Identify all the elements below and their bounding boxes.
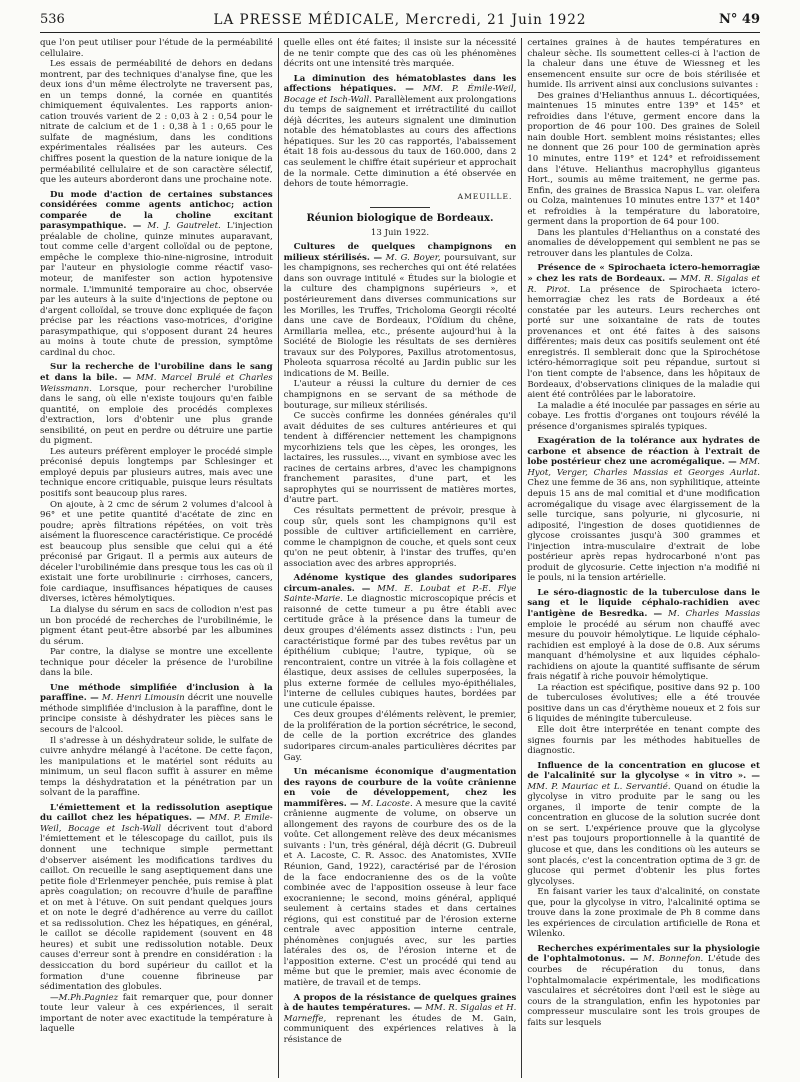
article-heading: Cultures de quelques champignons en milieux stérilisés. — M. G. Boyer, poursuivant, sur les champignons, ses recherches qui ont été relatées dans son ouvrage intitulé « Études sur la biologie et la culture des champignons supérieurs », et postérieurement dans diverses communications sur les Morilles, les Truffes, Tricholoma Georgii récolté dans une cave de Bordeaux, l'Oïdium du chêne, Armillaria mellea, etc., présente aujourd'hui à la Société de Biologie les résultats de ses dernières travaux sur des Polypores, Paxillus atrotomentosus, Pholeota squarrosa récolté au Jardin public sur les indications de M. Beille.	[283, 242, 517, 379]
paragraph: On ajoute, à 2 cmc de sérum 2 volumes d'alcool à 96° et une petite quantité d'acétate de zinc en poudre; après filtrations répétées, on voit très aisément la fluorescence caractéristique. Ce procédé est beaucoup plus sensible que celui qui a été préconisé par Grigaut. Il a permis aux auteurs de déceler l'urobilinémie dans presque tous les cas où il existait une forte urobilinurie : cirrhoses, cancers, foie cardiaque, insuffisances hépatiques de causes diverses, ictères hémolytiques.	[40, 499, 273, 605]
article-heading: Du mode d'action de certaines substances considérées comme agents antichoc; action comparée de la choline excitant parasympathique. — M. J. Gautrelet. L'injection préalable de choline, quinze minutes auparavant, tout comme celle d'argent colloïdal ou de peptone, empêche le complexe thio-nine-nigrosine, introduit par l'auteur en physiologie comme réactif vaso-moteur, de manifester son action hypotensive normale. L'immunité temporaire au choc, observée par les auteurs à la suite d'injections de peptone ou d'argent colloïdal, se trouve donc expliquée de façon précise par les réactions vaso-motrices, d'origine parasympathique, qui s'opposent durant 24 heures au moins à toute chute de pression, symptôme cardinal du choc.	[40, 189, 273, 358]
section-date: 13 Juin 1922.	[370, 227, 430, 238]
article-heading: La diminution des hématoblastes dans les affections hépatiques. — MM. P. Émile-Weil, Bocage et Isch-Wall. Parallèlement aux prolongations du temps de saignement et irrétractilité du caillot déjà décrites, les auteurs signalent une diminution notable des hématoblastes au cours des affections hépatiques. Sur les 20 cas rapportés, l'abaissement était 18 fois au-dessous du taux de 160.000, dans 2 cas seulement le chiffre était supérieur et approchait de la normale. Cette diminution a été observée en dehors de toute hémorragie.	[283, 73, 517, 190]
article-heading: Une méthode simplifiée d'inclusion à la paraffine. — M. Henri Limousin décrit une nouvelle méthode simplifiée d'inclusion à la paraffine, dont le principe consiste à déshydrater les pièces sans le secours de l'alcool.	[40, 682, 273, 735]
article-heading: L'émiettement et la redissolution aseptique du caillot chez les hépatiques. — MM. P. Emile-Weil, Bocage et Isch-Wall décrivent tout d'abord l'émiettement et le télescopage du caillot, puis ils donnent une technique simple permettant d'observer aisément les modifications tardives du caillot. On recueille le sang aseptiquement dans une petite fiole d'Erlenmeyer penchée, puis remise à plat après coagulation; on recouvre d'huile de paraffine et on met à l'étuve. On suit pendant quelques jours et on note le degré d'adhérence au verre du caillot et sa redissolution. Chez les hépatiques, en général, le caillot se décolle rapidement (souvent en 48 heures) et subit une redissolution notable. Deux causes d'erreur sont à prendre en considération : la dessiccation du bord supérieur du caillot et la formation d'une couenne fibrineuse par sédimentation des globules.	[40, 802, 273, 993]
paragraph: Les essais de perméabilité de dehors en dedans montrent, par des techniques d'analyse fine, que les deux ions d'un même électrolyte ne traversent pas, en un temps donné, la cornée en quantités chimiquement équivalentes. Les rapports anion-cation trouvés varient de 2 : 0,03 à 2 : 0,54 pour le nitrate de calcium et de 1 : 0,38 à 1 : 0,65 pour le sulfate de magnésium, dans les conditions expérimentales réalisées par les auteurs. Ces chiffres posent la question de la nature ionique de la perméabilité cellulaire et de son caractère sélectif, que les auteurs aborderont dans une prochaine note.	[40, 59, 273, 186]
paragraph: Par contre, la dialyse se montre une excellente technique pour déceler la présence de l'urobiline dans la bile.	[40, 647, 273, 679]
article-heading: A propos de la résistance de quelques graines à de hautes températures. — MM. R. Sigalas et H. Marneffe, reprenant les études de M. Gain, communiquent des expériences relatives à la résistance de	[283, 992, 517, 1045]
paragraph: L'auteur a réussi la culture du dernier de ces champignons en se servant de sa méthode de bouturage, sur milieux stérilisés.	[283, 379, 517, 411]
column-2	[284, 38, 517, 1078]
article-heading: Un mécanisme économique d'augmentation des rayons de courbure de la voûte crânienne en voie de développement, chez les mammifères. — M. Lacoste. A mesure que la cavité crânienne augmente de volume, on observe un allongement des rayons de courbure des os de la voûte. Cet allongement relève des deux mécanismes suivants : l'un, très général, déjà décrit (G. Dubreuil et A. Lacoste, C. R. Assoc. des Anatomistes, XVIIe Réunion, Gand, 1922), caractérisé par de l'érosion de la face endocranienne des os de la voûte combinée avec de l'apposition osseuse à leur face exocranienne; le second, moins général, appliqué seulement à certains stades et dans certaines régions, qui est constitué par de l'érosion externe centrale avec apposition interne centrale, phénomènes conjugués avec, sur les parties latérales des os, de l'érosion interne et de l'apposition externe. C'est un procédé qui tend au même but que le premier, mais avec économie de matière, de travail et de temps.	[283, 767, 517, 989]
paragraph: Ces deux groupes d'éléments relèvent, le premier, de la prolifération de la portion sécrétrice, le second, de celle de la portion excrétrice des glandes sudoripares circum-anales particulières décrites par Gay.	[283, 710, 517, 763]
article-heading: Le séro-diagnostic de la tuberculose dans le sang et le liquide céphalo-rachidien avec l'antigène de Besredka. — M. Charles Massias emploie le procédé au sérum non chauffé avec mesure du pouvoir hémolytique. Le liquide céphalo-rachidien est employé à la dose de 0.8. Aux sérums manquant d'hémolysine et aux liquides céphalo-rachidiens on ajoute la quantité suffisante de sérum frais négatif à riche pouvoir hémolytique.	[527, 587, 760, 683]
author-signature: AMEUILLE.	[457, 191, 513, 201]
paragraph: Elle doit être interprétée en tenant compte des signes fournis par les méthodes habituelles de diagnostic.	[527, 725, 760, 757]
section-title: Réunion biologique de Bordeaux.	[306, 213, 494, 225]
publication-title: LA PRESSE MÉDICALE, Mercredi, 21 Juin 1922	[213, 12, 587, 28]
paragraph: —M.Ph.Pagniez fait remarquer que, pour donner toute leur valeur à ces expériences, il serait important de noter avec exactitude la température à laquelle	[40, 992, 273, 1035]
paragraph: La réaction est spécifique, positive dans 92 p. 100 de tuberculoses évolutives; elle a été trouvée positive dans un cas d'érythème noueux et 2 fois sur 6 liquides de méningite tuberculeuse.	[527, 682, 760, 725]
paragraph: Dans les plantules d'Helianthus on a constaté des anomalies de développement qui semblent ne pas se retrouver dans les plantules de Colza.	[527, 227, 760, 259]
paragraph: La maladie a été inoculée par passages en série au cobaye. Les frottis d'organes ont toujours révélé la présence d'organismes spiralés typiques.	[527, 400, 760, 432]
paragraph: Des graines d'Helianthus annuus L. décortiquées, maintenues 15 minutes entre 139° et 145° et refroidies dans l'étuve, germent encore dans la proportion de 46 pour 100. Des graines de Soleil nain double Hort. semblent moins résistantes; elles ne donnent que 26 pour 100 de germination après 10 minutes, entre 119° et 124° et refroidissement dans l'étuve. Helianthus macrophyllus giganteus Hort., soumis au même traitement, ne germe pas. Enfin, des graines de Brassica Napus L. var. oleifera ou Colza, maintenues 10 minutes entre 137° et 140° et refroidies à la température du laboratoire, germent dans la proportion de 64 pour 100.	[527, 90, 760, 228]
article-heading: Adénome kystique des glandes sudoripares circum-anales. — MM. E. Loubat et P.-E. Flye Sainte-Marie. Le diagnostic microscopique précis et raisonné de cette tumeur a pu être établi avec certitude grâce à la présence dans la tumeur de deux groupes d'éléments assez distincts : l'un, peu caractéristique formé par des tubes revêtus par un épithélium cubique; l'autre, typique, où se rencontraient, contre un vitrée à la fois collagène et élastique, deux assises de cellules superposées, la plus externe formée de cellules myo-épithéliales, l'interne de cellules cubiques hautes, bordées par une cuticule épaisse.	[283, 573, 517, 710]
paragraph: En faisant varier les taux d'alcalinité, on constate que, pour la glycolyse in vitro, l'alcalinité optima se trouve dans la zone proximale de Ph 8 comme dans les expériences de circulation artificielle de Rona et Wilenko.	[527, 887, 760, 940]
paragraph: certaines graines à de hautes températures en chaleur sèche. Ils soumettent celles-ci à l'action de la chaleur dans une étuve de Wiessneg et les ensemencent ensuite sur ocre de bois stérilisée et humide. Ils arrivent ainsi aux conclusions suivantes :	[527, 38, 760, 91]
column-3	[527, 38, 760, 1078]
article-heading: Présence de « Spirochaeta ictero-hemorragiæ » chez les rats de Bordeaux. — MM. R. Sigalas et R. Pirot. La présence de Spirochaeta ictero-hemorragiæ chez les rats de Bordeaux a été constatée par les auteurs. Leurs recherches ont porté sur une soixantaine de rats de toutes provenances et ont été faites à des saisons différentes; mais deux cas positifs seulement ont été enregistrés. Il semblerait donc que la Spirochétose ictéro-hémorragique soit peu répandue, surtout si l'on tient compte de l'absence, dans les hôpitaux de Bordeaux, d'observations cliniques de la maladie qui aient été contrôlées par le laboratoire.	[527, 263, 760, 401]
paragraph: La dialyse du sérum en sacs de collodion n'est pas un bon procédé de recherches de l'urobilinémie, le pigment étant peut-être absorbé par les albumines du sérum.	[40, 604, 273, 647]
page-number: 536	[40, 12, 65, 27]
paragraph: Ce succès confirme les données générales qu'il avait déduites de ses cultures antérieures et qui tendent à différencier nettement les champignons mycorhiziens tels que les cèpes, les oronges, les lactaires, les russules..., vivant en symbiose avec les racines de certains arbres, d'avec les champignons franchement parasites, d'une part, et les saprophytes qui se nourrissent de matières mortes, d'autre part.	[283, 411, 517, 506]
column-divider	[521, 38, 522, 1078]
column-divider	[278, 38, 279, 1078]
paragraph: quelle elles ont été faites; il insiste sur la nécessité de ne tenir compte que des cas où les phénomènes décrits ont une intensité très marquée.	[283, 38, 517, 70]
paragraph: Il s'adresse à un déshydrateur solide, le sulfate de cuivre anhydre mélangé à l'acétone. De cette façon, les manipulations et le matériel sont réduits au minimum, un seul flacon suffit à assurer en même temps la déshydratation et la pénétration par un solvant de la paraffine.	[40, 735, 273, 799]
issue-number: N° 49	[719, 12, 760, 27]
article-heading: Influence de la concentration en glucose et de l'alcalinité sur la glycolyse « in vitro ». — MM. P. Mauriac et L. Servantié. Quand on étudie la glycolyse in vitro produite par le sang ou les organes, il importe de tenir compte de la concentration en glucose de la solution sucrée dont on se sert. L'expérience prouve que la glycolyse n'est pas toujours proportionnelle à la quantité de glucose et que, dans les conditions où les auteurs se sont placés, c'est la concentration optima de 3 gr. de glucose qui permet d'obtenir les plus fortes glycolyses.	[527, 760, 760, 887]
column-1	[40, 38, 273, 1078]
article-heading: Exagération de la tolérance aux hydrates de carbone et absence de réaction à l'extrait de lobe postérieur chez une acromégalique. — MM. Hyot, Verger, Charles Massias et Georges Aurlat. Chez une femme de 36 ans, non syphilitique, atteinte depuis 15 ans de mal comitial et d'une modification acromégalique du visage avec élargissement de la selle turcique, sans polyurie, ni glycosurie, ni adiposité, l'ingestion de doses quotidiennes de glycose croissantes jusqu'à 300 grammes et l'injection intra-musculaire d'extrait de lobe postérieur après repas hydrocarboné n'ont pas produit de glycosurie. Cette injection n'a modifié ni le pouls, ni la tension artérielle.	[527, 436, 760, 584]
article-columns	[40, 38, 760, 1078]
article-heading: Recherches expérimentales sur la physiologie de l'ophtalmotonus. — M. Bonnefon. L'étude des courbes de récupération du tonus, dans l'ophtalmomalacie expérimentale, les modifications vasculaires et sécrétoires dont l'œil est le siège au cours de la strangulation, enfin les hypotonies par compresseur musculaire sont les trois groupes de faits sur lesquels	[527, 943, 760, 1028]
section-divider	[370, 207, 430, 208]
header-rule	[40, 32, 760, 33]
paragraph: que l'on peut utiliser pour l'étude de la perméabilité cellulaire.	[40, 38, 273, 59]
paragraph: Les auteurs préfèrent employer le procédé simple préconisé depuis longtemps par Schlesinger et employé depuis par plusieurs autres, mais avec une technique encore critiquable, puisque leurs résultats positifs sont beaucoup plus rares.	[40, 446, 273, 499]
article-heading: Sur la recherche de l'urobiline dans le sang et dans la bile. — MM. Marcel Brulé et Charles Weissmann. Lorsque, pour rechercher l'urobiline dans le sang, où elle n'existe toujours qu'en faible quantité, on emploie des procédés complexes d'extraction, lors d'obtenir une plus grande sensibilité, on peut en perdre ou détruire une partie du pigment.	[40, 362, 273, 447]
paragraph: Ces résultats permettent de prévoir, presque à coup sûr, quels sont les champignons qu'il est possible de cultiver artificiellement en carrière, comme le champignon de couche, et quels sont ceux qu'on ne peut obtenir, à l'instar des truffes, qu'en association avec des arbres appropriés.	[283, 505, 517, 569]
